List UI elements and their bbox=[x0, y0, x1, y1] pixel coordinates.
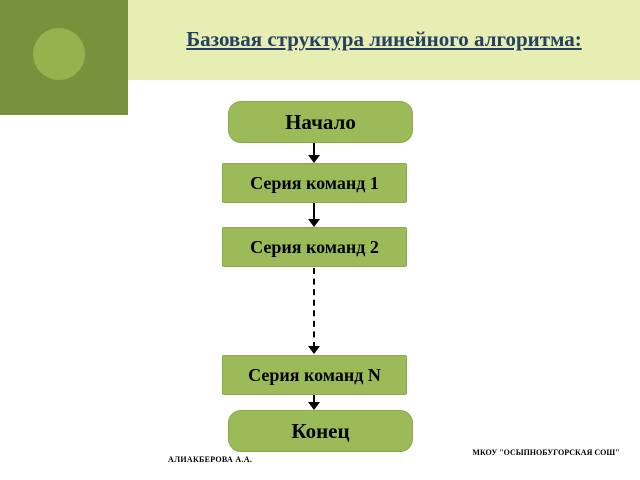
flow-node-end-label: Конец bbox=[291, 418, 350, 443]
arrowhead-cmd2-cmdn bbox=[308, 346, 320, 354]
arrowhead-cmdn-end bbox=[308, 402, 320, 410]
flow-node-start-label: Начало bbox=[285, 109, 356, 134]
flow-node-cmd2 bbox=[222, 227, 407, 267]
author-credit: АЛИАКБЕРОВА А.А. bbox=[168, 455, 253, 464]
page-title: Базовая структура линейного алгоритма: bbox=[186, 27, 582, 52]
flow-node-cmd2-label: Серия команд 2 bbox=[250, 237, 379, 257]
arrowhead-start-cmd1 bbox=[308, 155, 320, 163]
flow-node-cmdn-label: Серия команд N bbox=[248, 365, 381, 385]
connector-cmd1-cmd2 bbox=[313, 203, 315, 220]
flowchart bbox=[0, 80, 640, 450]
flow-node-end bbox=[228, 410, 413, 452]
connector-cmd2-cmdn-dashed bbox=[313, 268, 315, 348]
title-banner bbox=[128, 0, 640, 80]
arrowhead-cmd1-cmd2 bbox=[308, 219, 320, 227]
school-credit: МКОУ "ОСЫПНОБУГОРСКАЯ СОШ" bbox=[472, 448, 620, 457]
flow-node-cmdn bbox=[222, 355, 407, 395]
decorative-circle bbox=[33, 28, 85, 80]
flow-node-cmd1 bbox=[222, 163, 407, 203]
flow-node-cmd1-label: Серия команд 1 bbox=[250, 173, 379, 193]
flow-node-start bbox=[228, 101, 413, 143]
